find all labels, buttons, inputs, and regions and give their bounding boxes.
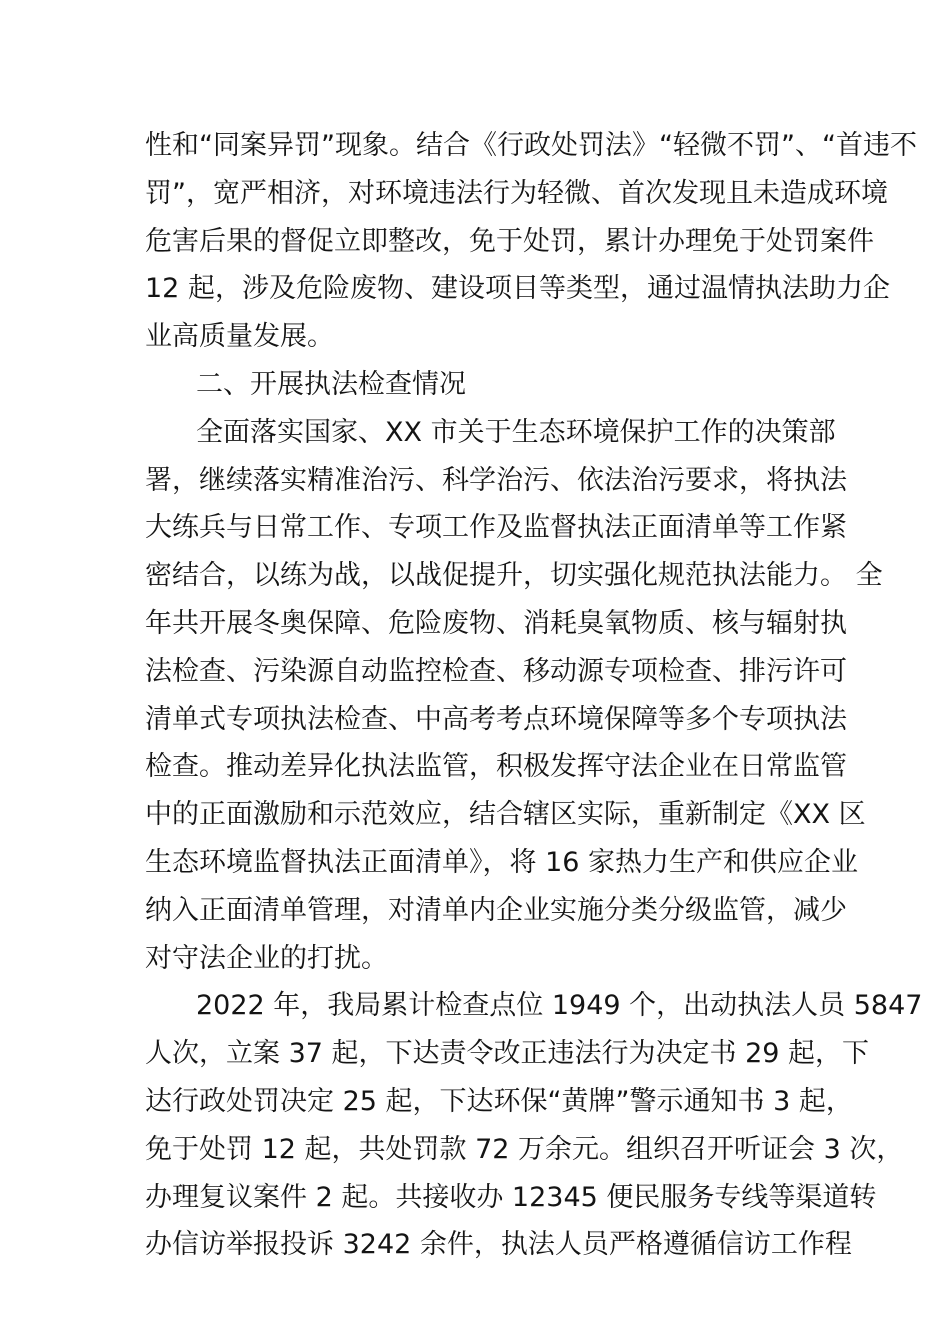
text-line: 中的正面激励和示范效应，结合辖区实际，重新制定《XX 区	[145, 799, 866, 831]
text-line: 罚”，宽严相济，对环境违法行为轻微、首次发现且未造成环境	[145, 177, 888, 209]
text-line: 法检查、污染源自动监控检查、移动源专项检查、排污许可	[145, 655, 847, 687]
text-line: 生态环境监督执法正面清单》，将 16 家热力生产和供应企业	[145, 847, 859, 878]
text-line: 署，继续落实精准治污、科学治污、依法治污要求，将执法	[145, 464, 847, 496]
text-line: 性和“同案异罚”现象。结合《行政处罚法》“轻微不罚”、“首违不	[145, 130, 917, 161]
text-line: 密结合，以练为战，以战促提升，切实强化规范执法能力。 全	[145, 560, 883, 592]
text-line: 达行政处罚决定 25 起，下达环保“黄牌”警示通知书 3 起，	[145, 1086, 853, 1117]
text-line: 免于处罚 12 起，共处罚款 72 万余元。组织召开听证会 3 次，	[145, 1133, 904, 1165]
text-line: 人次，立案 37 起，下达责令改正违法行为决定书 29 起，下	[145, 1038, 870, 1070]
text-line: 检查。推动差异化执法监管，积极发挥守法企业在日常监管	[145, 751, 847, 783]
text-line: 大练兵与日常工作、专项工作及监督执法正面清单等工作紧	[145, 512, 847, 544]
text-line: 清单式专项执法检查、中高考考点环境保障等多个专项执法	[145, 703, 847, 735]
text-line: 危害后果的督促立即整改，免于处罚，累计办理免于处罚案件	[145, 225, 874, 257]
text-line: 办理复议案件 2 起。共接收办 12345 便民服务专线等渠道转	[145, 1181, 877, 1213]
text-line: 办信访举报投诉 3242 余件，执法人员严格遵循信访工作程	[145, 1229, 852, 1261]
text-line: 全面落实国家、XX 市关于生态环境保护工作的决策部	[196, 416, 836, 448]
text-line: 年共开展冬奥保障、危险废物、消耗臭氧物质、核与辐射执	[145, 608, 847, 639]
text-line: 纳入正面清单管理，对清单内企业实施分类分级监管，减少	[145, 894, 847, 926]
text-line: 2022 年，我局累计检查点位 1949 个，出动执法人员 5847	[196, 990, 923, 1022]
text-line: 12 起，涉及危险废物、建设项目等类型，通过温情执法助力企	[145, 273, 890, 305]
text-line: 业高质量发展。	[145, 321, 334, 353]
text-line: 二、开展执法检查情况	[196, 369, 466, 400]
text-line: 对守法企业的打扰。	[145, 942, 388, 974]
